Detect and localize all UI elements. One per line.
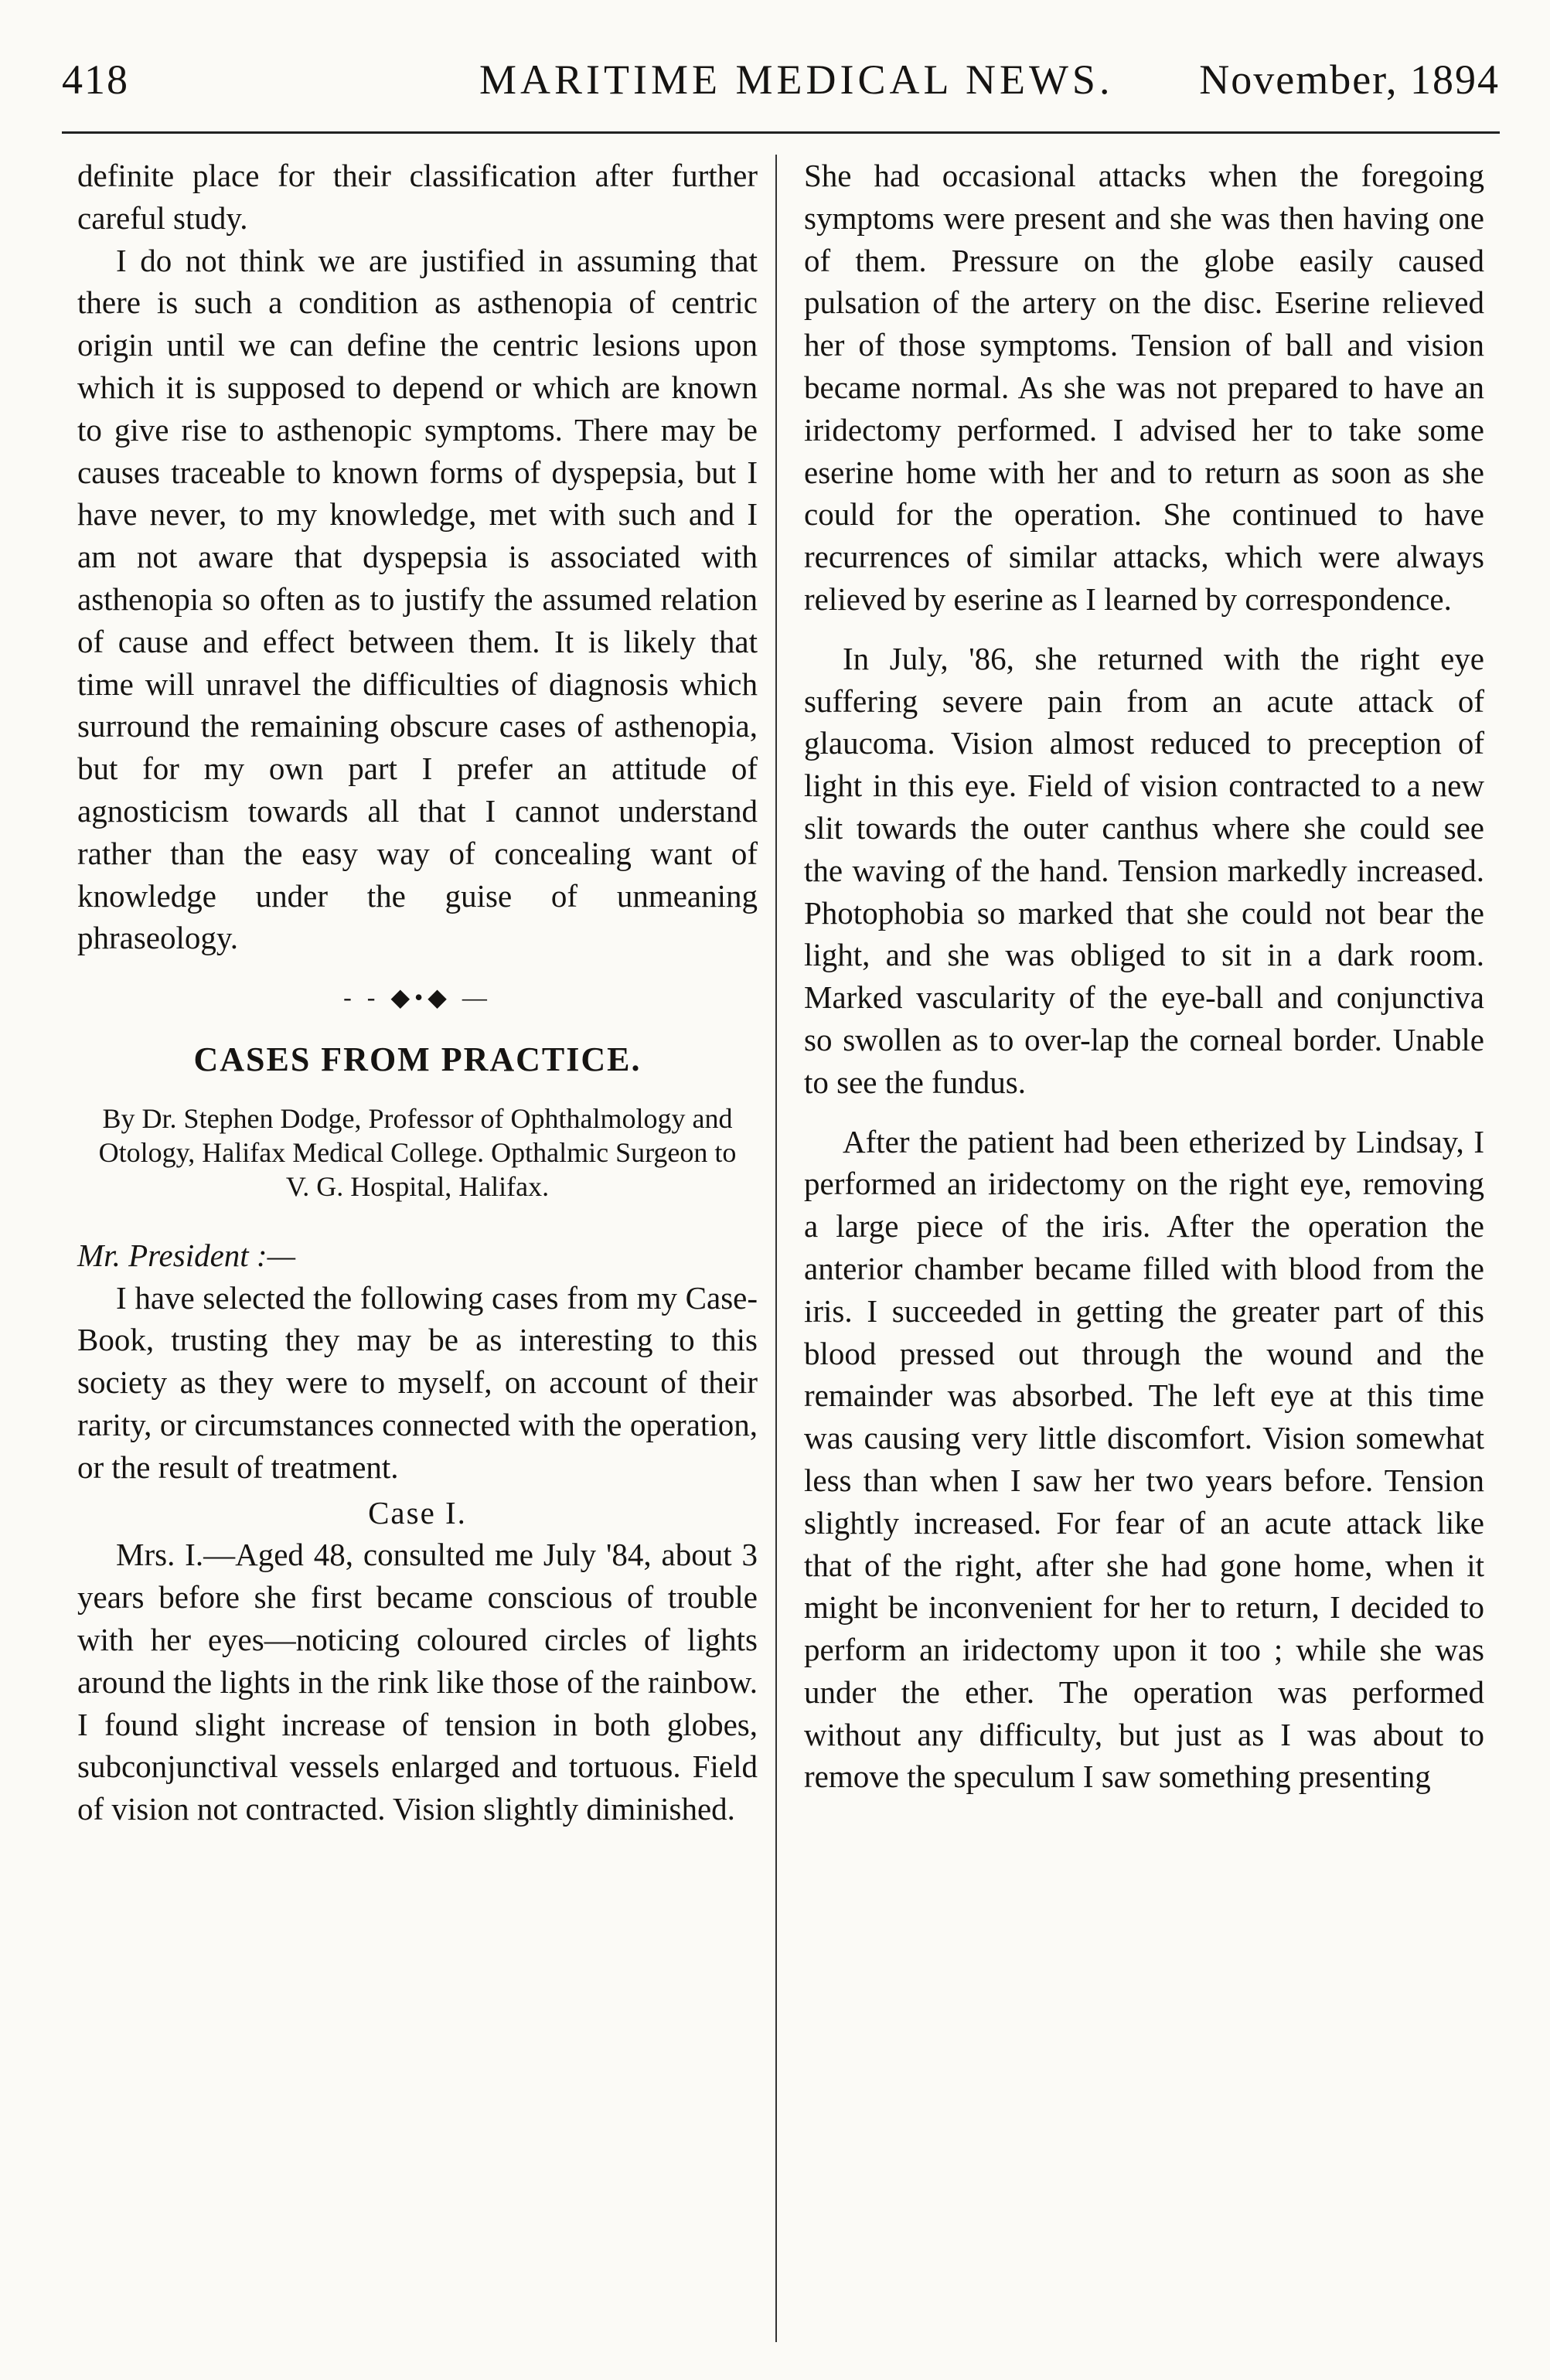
case-heading: Case I. — [368, 1494, 467, 1530]
salutation: Mr. President :— — [77, 1237, 296, 1273]
column-divider — [775, 155, 777, 2342]
section-heading: CASES FROM PRACTICE. — [193, 1040, 642, 1078]
journal-title: MARITIME MEDICAL NEWS. — [479, 56, 1114, 103]
page-number: 418 — [62, 56, 129, 103]
left-column — [77, 155, 758, 1830]
continuation-text: definite place for their classification after further careful study. — [77, 158, 758, 236]
section-ornament: - - ◆•◆ — — [343, 983, 492, 1012]
right-column — [804, 155, 1484, 1798]
author-byline: By Dr. Stephen Dodge, Professor of Ophthalmology and Otology, Halifax Medical College. Opthalmic Surgeon to V. G. Hospital, Halifax. — [98, 1102, 737, 1202]
paragraph: She had occasional attacks when the foregoing symptoms were present and she was then having one of them. Pressure on the globe easily caused pulsation of the artery on the disc. Eserine relieved her of those symptoms. Tension of ball and vision became normal. As she was not prepared to have an iridectomy performed. I advised her to take some eserine home with her and to return as soon as she could for the operation. She continued to have recurrences of similar attacks, which were always relieved by eserine as I learned by correspondence. — [804, 158, 1484, 617]
paragraph: I do not think we are justified in assuming that there is such a condition as asthenopia of centric origin until we can define the centric lesions upon which it is supposed to depend or which are known to give rise to asthenopic symptoms. There may be causes traceable to known forms of dyspepsia, but I have never, to my knowledge, met with such and I am not aware that dyspepsia is associated with asthenopia so often as to justify the assumed relation of cause and effect between them. It is likely that time will unravel the difficulties of diagnosis which surround the remaining obscure cases of asthenopia, but for my own part I prefer an attitude of agnosticism towards all that I cannot understand rather than the easy way of concealing want of knowledge under the guise of unmeaning phraseology. — [77, 242, 758, 956]
paragraph: In July, '86, she returned with the right eye suffering severe pain from an acute attack of glaucoma. Vision almost reduced to preception of light in this eye. Field of vision contracted to a new slit towards the outer canthus where she could see the waving of the hand. Tension markedly increased. Photophobia so marked that she could not bear the light, and she was obliged to sit in a dark room. Marked vascularity of the eye-ball and conjunctiva so swollen as to over-lap the corneal border. Unable to see the fundus. — [804, 640, 1484, 1100]
case-paragraph: Mrs. I.—Aged 48, consulted me July '84, about 3 years before she first became conscious of trouble with her eyes—noticing coloured circles of lights around the lights in the rink like those of the rainbow. I found slight increase of tension in both globes, subconjunctival vessels enlarged and tortuous. Field of vision not contracted. Vision slightly diminished. — [77, 1537, 758, 1827]
page-header — [62, 56, 1500, 110]
header-rule — [62, 131, 1500, 134]
paragraph: After the patient had been etherized by Lindsay, I performed an iridectomy on the right eye, removing a large piece of the iris. After the operation the anterior chamber became filled with blood from the iris. I succeeded in getting the greater part of this blood pressed out through the wound and the remainder was absorbed. The left eye at this time was causing very little discomfort. Vision somewhat less than when I saw her two years before. Tension slightly increased. For fear of an acute attack like that of the right, after she had gone home, when it might be inconvenient for her to return, I decided to perform an iridectomy upon it too ; while she was under the ether. The operation was performed without any difficulty, but just as I was about to remove the speculum I saw something presenting — [804, 1123, 1484, 1795]
intro-paragraph: I have selected the following cases from my Case-Book, trusting they may be as interesting to this society as they were to myself, on account of their rarity, or circumstances connected with the operation, or the result of treatment. — [77, 1279, 758, 1485]
issue-date: November, 1894 — [1199, 56, 1500, 103]
